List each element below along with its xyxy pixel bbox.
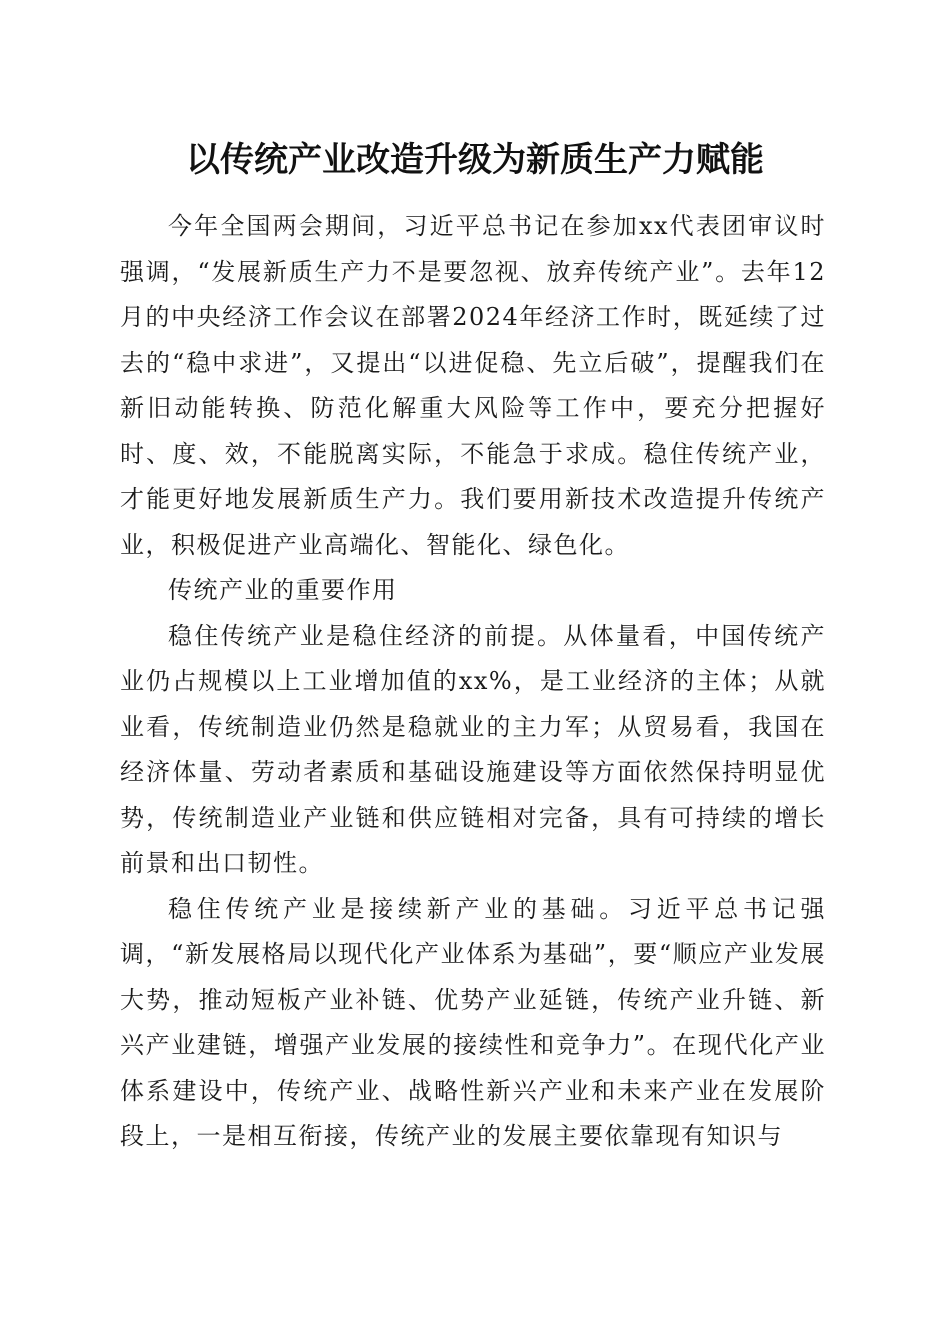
document-title: 以传统产业改造升级为新质生产力赋能: [186, 140, 764, 180]
section-heading: 传统产业的重要作用: [168, 576, 398, 604]
paragraph-economy: 稳住传统产业是稳住经济的前提。从体量看，中国传统产业仍占规模以上工业增加值的xx%，是工业经济的主体；从就业看，传统制造业仍然是稳就业的主力军；从贸易看，我国在经济体量、劳动者素质和基础设施建设等方面依然保持明显优势，传统制造业产业链和供应链相对完备，具有可持续的增长前景和出口韧性。: [120, 621, 826, 877]
document-body: [120, 204, 826, 1160]
paragraph-intro: 今年全国两会期间，习近平总书记在参加xx代表团审议时强调，“发展新质生产力不是要忽视、放弃传统产业”。去年12月的中央经济工作会议在部署2024年经济工作时，既延续了过去的“稳中求进”，又提出“以进促稳、先立后破”，提醒我们在新旧动能转换、防范化解重大风险等工作中，要充分把握好时、度、效，不能脱离实际，不能急于求成。稳住传统产业，才能更好地发展新质生产力。我们要用新技术改造提升传统产业，积极促进产业高端化、智能化、绿色化。: [120, 212, 826, 559]
paragraph-foundation: 稳住传统产业是接续新产业的基础。习近平总书记强调，“新发展格局以现代化产业体系为基础”，要“顺应产业发展大势，推动短板产业补链、优势产业延链，传统产业升链、新兴产业建链，增强产业发展的接续性和竞争力”。在现代化产业体系建设中，传统产业、战略性新兴产业和未来产业在发展阶段上，一是相互衔接，传统产业的发展主要依靠现有知识与: [120, 894, 826, 1150]
